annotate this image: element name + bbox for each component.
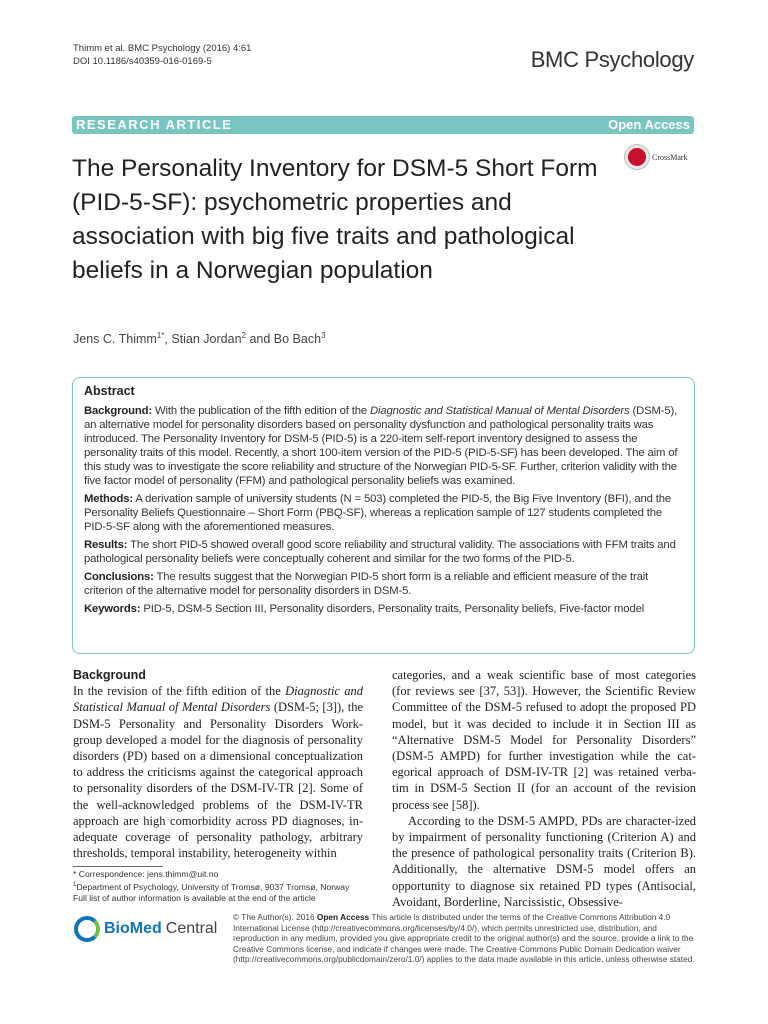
article-citation <box>73 42 251 68</box>
logo-text-biomed: BioMed <box>104 920 162 937</box>
author-name[interactable]: Jens C. Thimm <box>73 332 157 347</box>
author-list <box>73 331 326 346</box>
author-name[interactable]: Stian Jordan <box>171 332 242 347</box>
section-heading: Background <box>73 668 146 682</box>
open-access-label: Open Access <box>608 117 690 132</box>
journal-name: BMC Psychology <box>530 47 694 72</box>
body-paragraph <box>73 683 363 861</box>
section-label: Keywords: <box>84 603 141 615</box>
author-affiliation-mark: 2 <box>241 331 246 340</box>
abstract-methods <box>84 492 683 534</box>
section-label: Results: <box>84 539 128 551</box>
article-type-banner <box>72 116 694 134</box>
body-text: (DSM-5; [3]), the DSM-5 Personality and Personality Disorders Work-group developed a model for the diagnosis of personality disorders (PD) based on a dimensional conceptualization to address the criticisms against the categorical approach to personality disorders of the DSM-IV-TR [2]. Some of the well-acknowledged problems of the DSM-IV-TR approach are high comorbidity across PD diagnoses, in-adequate coverage of personality pathology, arbitrary thresholds, temporal instability, heterogeneity within <box>73 700 364 861</box>
abstract-italic: Diagnostic and Statistical Manual of Mental Disorders <box>369 405 630 417</box>
abstract-keywords <box>84 602 683 616</box>
author-separator: , <box>164 332 172 347</box>
abstract-background <box>84 404 683 488</box>
abstract-text: The results suggest that the Norwegian PID-5 short form is a reliable and efficient measure of the trait criterion of the alternative model for personality disorders in DSM-5. <box>84 571 649 597</box>
section-label: Background: <box>84 405 153 417</box>
body-text: In the revision of the fifth edition of the <box>73 684 286 699</box>
affiliation-mark: 1 <box>73 882 77 888</box>
body-column-left <box>73 667 363 861</box>
license-open-access: Open Access <box>316 912 370 922</box>
abstract-text: A derivation sample of university students (N = 503) completed the PID-5, the Big Five Inventory (BFI), and the Personality Beliefs Questionnaire – Short Form (PBQ-SF), whereas a replication sample of 127 students completed the PID-5-SF along with the aforementioned measures. <box>84 493 671 533</box>
section-label: Methods: <box>84 493 134 505</box>
footnote-divider <box>73 866 163 867</box>
biomed-central-logo-icon <box>74 916 100 942</box>
article-type-label: RESEARCH ARTICLE <box>76 117 233 132</box>
body-column-right <box>392 667 696 910</box>
doi-line[interactable]: DOI 10.1186/s40359-016-0169-5 <box>73 56 212 67</box>
author-separator: and <box>245 332 274 347</box>
article-title: The Personality Inventory for DSM-5 Short Form (PID-5-SF): psychometric properties and association with big five traits and pathological beliefs in a Norwegian population <box>72 155 598 284</box>
crossmark-badge[interactable] <box>625 145 688 169</box>
citation-line: Thimm et al. BMC Psychology (2016) 4:61 <box>73 43 252 54</box>
author-name[interactable]: Bo Bach <box>273 332 322 347</box>
abstract-text: With the publication of the fifth edition of the <box>152 405 370 417</box>
body-italic: Diagnostic and Statistical Manual of Mental Disorders <box>73 684 364 715</box>
abstract-text: (DSM-5), an alternative model for personality disorders based on personality dysfunction and pathological personality traits was introduced. The Personality Inventory for DSM-5 (PID-5) is a 220-item self-report inventory designed to assess the personality traits of this model. Recently, a short 100-item version of the PID-5 (PID-5-SF) has been developed. The aim of this study was to investigate the score reliability and structure of the Norwegian PID-5-SF. Further, criterion validity with the five factor model of personality (FFM) and pathological personality beliefs was examined. <box>84 405 678 487</box>
license-statement <box>233 912 695 965</box>
license-text: This article is distributed under the terms of the Creative Commons Attribution 4.0 International License (http://creativecommons.org/licenses/by/4.0/), which permits unrestricted use, distribution, and reproduction in any medium, provided you give appropriate credit to the original author(s) and the source, provide a link to the Creative Commons license, and indicate if changes were made. The Creative Commons Public Domain Dedication waiver (http://creativecommons.org/publicdomain/zero/1.0/) applies to the data made available in this article, unless otherwise stated. <box>233 912 695 964</box>
body-paragraph: categories, and a weak scientific base of most categories (for reviews see [37, 53]). However, the Scientific Review Committee of the DSM-5 refused to adopt the proposed PD model, but it was decided to include it in Section III as “Alternative DSM-5 Model for Personality Disorders” (DSM-5 AMPD) for further investigation while the cat-egorical approach of DSM-IV-TR [2] was retained verba-tim in DSM-5 Section II (for an account of the revision process see [58]). <box>392 668 696 812</box>
abstract-results <box>84 538 683 566</box>
crossmark-icon <box>625 145 649 169</box>
license-prefix: © The Author(s). 2016 <box>233 912 317 922</box>
abstract-text: PID-5, DSM-5 Section III, Personality disorders, Personality traits, Personality beliefs, Five-factor model <box>140 603 645 615</box>
abstract-conclusions <box>84 570 683 598</box>
footnotes <box>73 869 349 904</box>
author-info-note: Full list of author information is available at the end of the article <box>73 892 316 903</box>
abstract-text: The short PID-5 showed overall good score reliability and structural validity. The associations with FFM traits and pathological personality beliefs were conceptually coherent and similar for the two forms of the PID-5. <box>84 539 676 565</box>
section-label: Conclusions: <box>84 571 154 583</box>
abstract-box <box>72 377 695 654</box>
author-affiliation-mark: 1* <box>156 331 165 340</box>
crossmark-label: CrossMark <box>652 152 688 162</box>
affiliation-text: Department of Psychology, University of Tromsø, 9037 Tromsø, Norway <box>76 881 350 892</box>
abstract-heading: Abstract <box>84 384 135 398</box>
correspondence-note[interactable]: * Correspondence: jens.thimm@uit.no <box>73 869 219 879</box>
author-affiliation-mark: 3 <box>321 331 326 340</box>
logo-text-central: Central <box>165 920 218 937</box>
body-paragraph: According to the DSM-5 AMPD, PDs are character-ized by impairment of personality functioning (Criterion A) and the presence of pathological personality traits (Criterion B). Additionally, the alternative DSM-5 model offers an opportunity to diagnose six retained PD types (Antisocial, Avoidant, Borderline, Narcissistic, Obsessive- <box>392 813 696 909</box>
biomed-central-logo[interactable] <box>74 916 217 942</box>
affiliation-note <box>73 880 349 893</box>
